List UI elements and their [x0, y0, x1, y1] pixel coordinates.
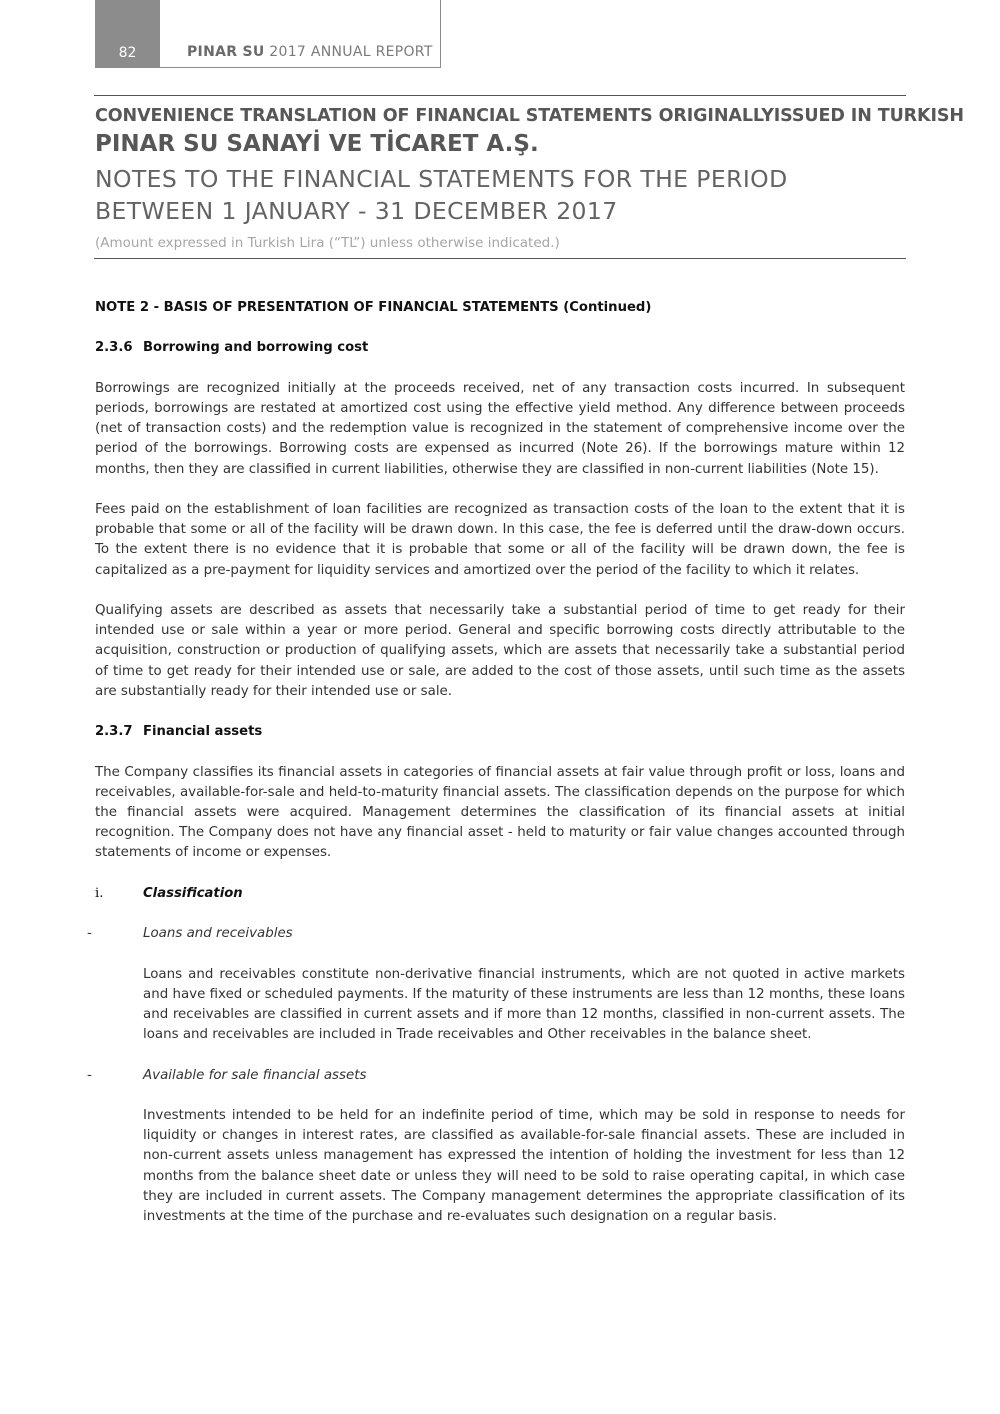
report-title	[187, 44, 433, 60]
paragraph-financial-assets: The Company classifies its financial assets in categories of financial assets at fair value through profit or loss, loans and receivables, available-for-sale and held-to-maturity financial assets. The classification depends on the purpose for which the financial assets were acquired. Management determines the classification of its financial assets at initial recognition. The Company does not have any financial asset - held to maturity or fair value changes accounted through statements of income or expenses.	[95, 764, 905, 861]
header-rule-bottom	[94, 258, 906, 259]
report-brand: PINAR SU	[187, 44, 265, 60]
section-number: 2.3.6	[95, 340, 133, 356]
paragraph-borrowings: Borrowings are recognized initially at the proceeds received, net of any transaction costs incurred. In subsequent periods, borrowings are restated at amortized cost using the effective yield method. Any difference between proceeds (net of transaction costs) and the redemption value is recognized in the statement of comprehensive income over the period of the borrowings. Borrowing costs are expensed as incurred (Note 26). If the borrowings mature within 12 months, then they are classified in current liabilities, otherwise they are classified in non-current liabilities (Note 15).	[95, 380, 905, 477]
dash-bullet: -	[87, 926, 92, 942]
company-name: PINAR SU SANAYİ VE TİCARET A.Ş.	[95, 131, 539, 157]
paragraph-loans: Loans and receivables constitute non-derivative financial instruments, which are not quoted in active markets and have fixed or scheduled payments. If the maturity of these instruments are less than 12 months, these loans and receivables are classified in current assets and if more than 12 months, classified in non-current assets. The loans and receivables are included in Trade receivables and Other receivables in the balance sheet.	[143, 966, 905, 1043]
section-title: Financial assets	[143, 724, 263, 740]
loans-title: Loans and receivables	[143, 926, 293, 942]
paragraph-fees: Fees paid on the establishment of loan facilities are recognized as transaction costs of the loan to the extent that it is probable that some or all of the facility will be drawn down. In this case, the fee is deferred until the draw-down occurs. To the extent there is no evidence that it is probable that some or all of the facility will be drawn down, the fee is capitalized as a pre-payment for liquidity services and amortized over the period of the facility to which it relates.	[95, 501, 905, 578]
document-body	[87, 298, 905, 1247]
notes-heading-line2: BETWEEN 1 JANUARY - 31 DECEMBER 2017	[95, 197, 618, 225]
report-year-title: 2017 ANNUAL REPORT	[269, 44, 433, 60]
paragraph-qualifying-assets: Qualifying assets are described as assets that necessarily take a substantial period of time to get ready for their intended use or sale within a year or more period. General and specific borrowing costs directly attributable to the acquisition, construction or production of qualifying assets, which are assets that necessarily take a substantial period of time to get ready for their intended use or sale, are added to the cost of those assets, until such time as the assets are substantially ready for their intended use or sale.	[95, 602, 905, 699]
note-title: NOTE 2 - BASIS OF PRESENTATION OF FINANCIAL STATEMENTS (Continued)	[95, 300, 652, 315]
section-2-3-6-heading	[95, 338, 905, 358]
convenience-heading: CONVENIENCE TRANSLATION OF FINANCIAL STATEMENTS ORIGINALLYISSUED IN TURKISH	[95, 106, 964, 126]
dash-bullet: -	[87, 1067, 92, 1083]
classification-title: Classification	[143, 885, 243, 901]
amount-note: (Amount expressed in Turkish Lira (“TL”) unless otherwise indicated.)	[95, 235, 560, 251]
section-number: 2.3.7	[95, 724, 133, 740]
section-2-3-7-heading	[95, 722, 905, 742]
afs-heading	[87, 1066, 905, 1086]
page-number: 82	[95, 0, 160, 68]
loans-heading	[87, 924, 905, 944]
afs-title: Available for sale financial assets	[143, 1067, 367, 1083]
paragraph-afs: Investments intended to be held for an indefinite period of time, which may be sold in response to needs for liquidity or changes in interest rates, are classified as available-for-sale financial assets. These are included in non-current assets unless management has expressed the intention of holding the investment for less than 12 months from the balance sheet date or unless they will need to be sold to raise operating capital, in which case they are included in current assets. The Company management determines the appropriate classification of its investments at the time of the purchase and re-evaluates such designation on a regular basis.	[143, 1107, 905, 1224]
section-title: Borrowing and borrowing cost	[143, 340, 369, 356]
header-rule-top	[94, 95, 906, 96]
list-numeral: i.	[95, 885, 104, 901]
classification-heading	[95, 884, 905, 904]
notes-heading-line1: NOTES TO THE FINANCIAL STATEMENTS FOR THE PERIOD	[95, 165, 788, 193]
